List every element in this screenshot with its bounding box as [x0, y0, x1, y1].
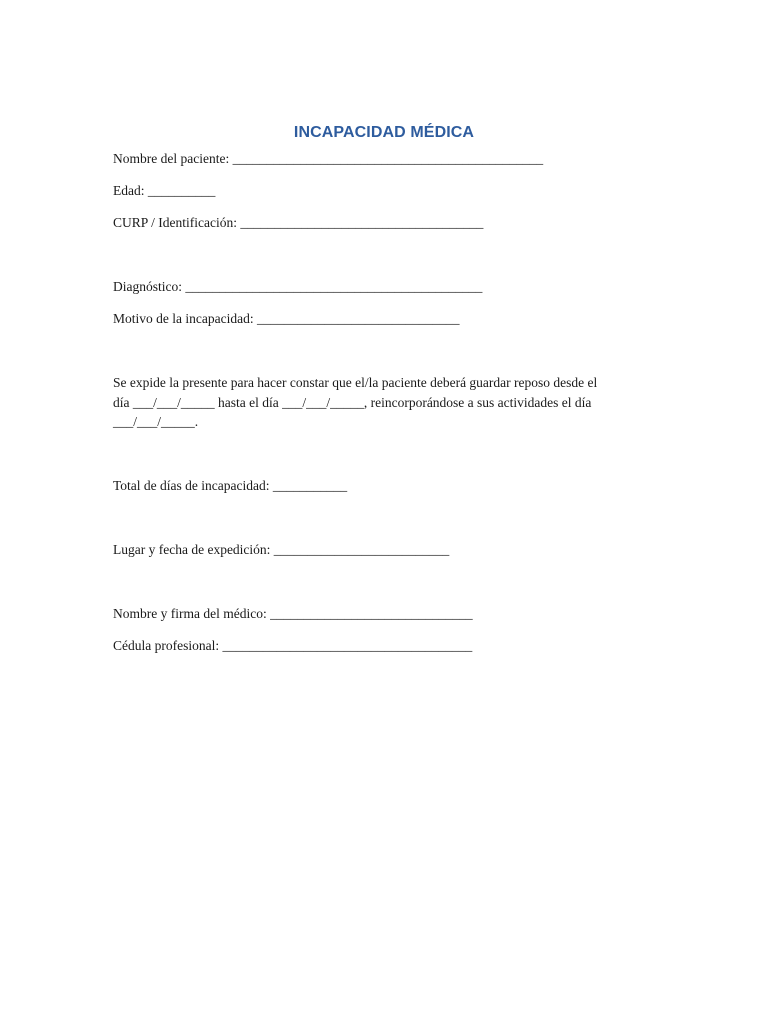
total-days-field: Total de días de incapacidad: ___________: [113, 478, 348, 493]
reason-field: Motivo de la incapacidad: ______________________________: [113, 311, 460, 326]
statement-line-1: Se expide la presente para hacer constar que el/la paciente deberá guardar reposo desde el: [113, 375, 598, 390]
diagnosis-field: Diagnóstico: ____________________________________________: [113, 279, 483, 294]
license-field: Cédula profesional: _____________________________________: [113, 638, 473, 653]
place-date-field: Lugar y fecha de expedición: __________________________: [113, 542, 450, 557]
doctor-name-field: Nombre y firma del médico: ______________________________: [113, 606, 473, 621]
patient-name-field: Nombre del paciente: ______________________________________________: [113, 151, 544, 166]
statement-line-2: día ___/___/_____ hasta el día ___/___/_____, reincorporándose a sus actividades el día: [113, 394, 592, 410]
statement-line-3: ___/___/_____.: [113, 414, 199, 429]
document-title: INCAPACIDAD MÉDICA: [293, 124, 475, 141]
statement-paragraph: [113, 373, 658, 432]
age-field: Edad: __________: [113, 183, 216, 198]
curp-field: CURP / Identificación: ____________________________________: [113, 215, 484, 230]
